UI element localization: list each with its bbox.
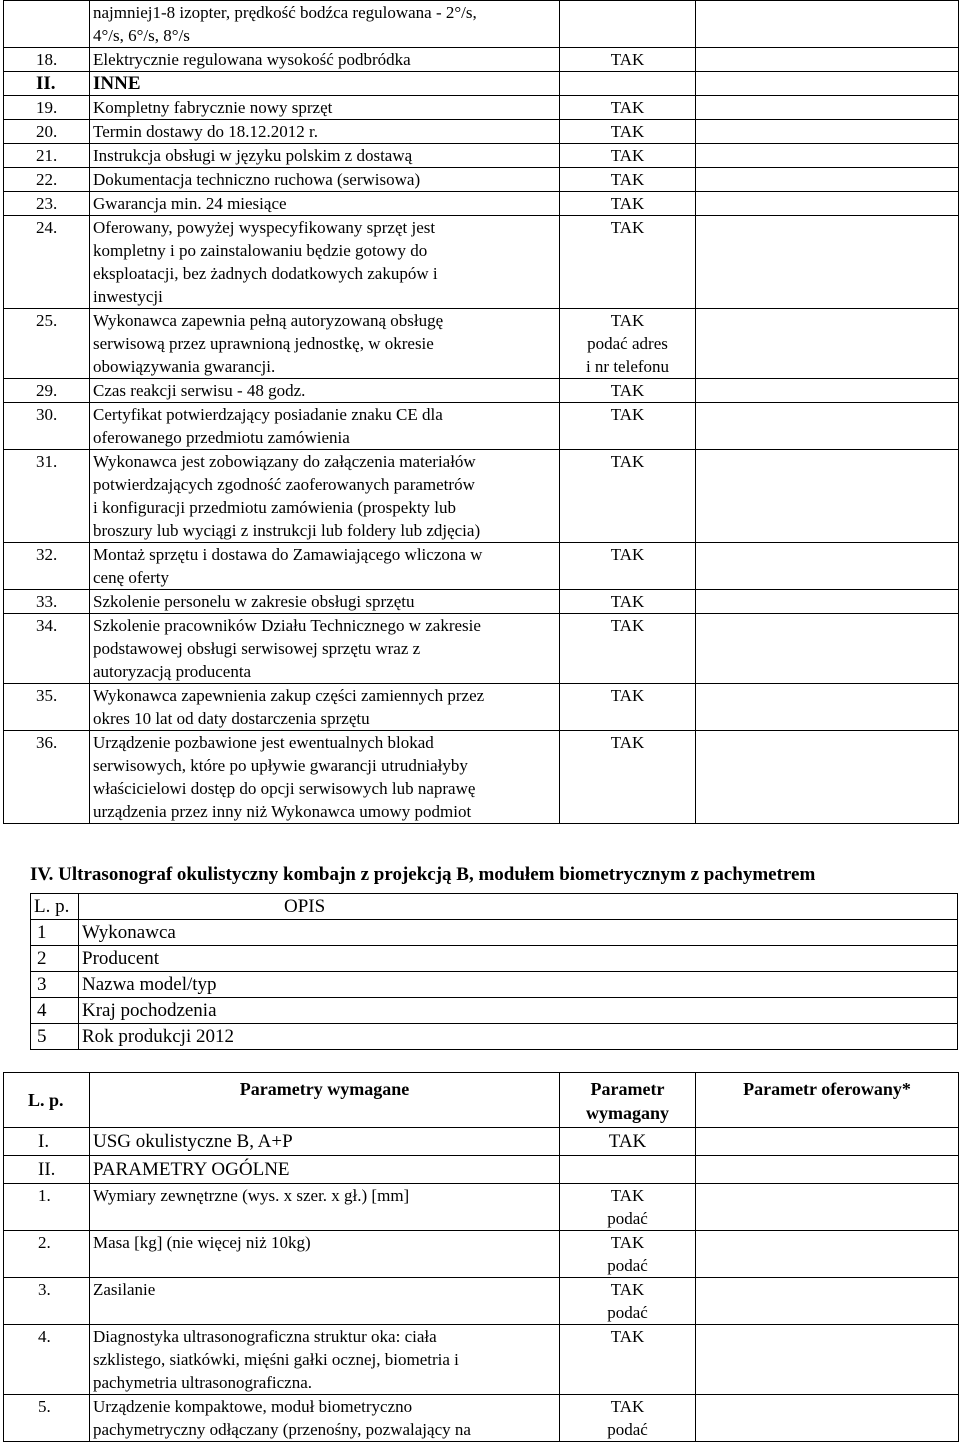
row-number: 24. <box>4 216 90 309</box>
row-number: 31. <box>4 450 90 543</box>
row-description: Urządzenie pozbawione jest ewentualnych blokad serwisowych, które po upływie gwarancji utrudniałyby właścicielowi dostęp do opcji serwisowych lub naprawę urządzenia przez inny niż Wykonawca umowy podmiot <box>90 731 560 824</box>
row-required: TAK podać <box>560 1184 696 1231</box>
row-number: II. <box>4 72 90 96</box>
table-row <box>4 309 959 379</box>
row-label: Producent <box>79 946 958 972</box>
table-row <box>4 379 959 403</box>
row-number: 20. <box>4 120 90 144</box>
table-row <box>4 1325 959 1395</box>
row-required: TAK <box>560 543 696 590</box>
row-offered <box>696 120 959 144</box>
row-description: Instrukcja obsługi w języku polskim z dostawą <box>90 144 560 168</box>
table-row <box>31 920 958 946</box>
row-description: Termin dostawy do 18.12.2012 r. <box>90 120 560 144</box>
row-number: 2 <box>31 946 79 972</box>
table-row <box>4 731 959 824</box>
row-number: 1. <box>4 1184 90 1231</box>
row-number: 5 <box>31 1024 79 1050</box>
table-row <box>4 1128 959 1156</box>
table-row <box>31 998 958 1024</box>
table-row <box>4 72 959 96</box>
table-row <box>4 1156 959 1184</box>
row-required: TAK <box>560 379 696 403</box>
row-offered <box>696 96 959 120</box>
row-offered <box>696 192 959 216</box>
row-number <box>4 1 90 48</box>
table-row <box>31 1024 958 1050</box>
row-number: 5. <box>4 1395 90 1442</box>
row-description: Czas reakcji serwisu - 48 godz. <box>90 379 560 403</box>
row-number: 29. <box>4 379 90 403</box>
required-parameters-table <box>3 1072 959 1442</box>
row-description: Gwarancja min. 24 miesiące <box>90 192 560 216</box>
row-number: 33. <box>4 590 90 614</box>
header-params: Parametry wymagane <box>90 1073 560 1128</box>
table-row <box>4 1184 959 1231</box>
row-offered <box>696 48 959 72</box>
row-description: PARAMETRY OGÓLNE <box>90 1156 560 1184</box>
table-row <box>4 590 959 614</box>
row-required: TAK <box>560 614 696 684</box>
row-offered <box>696 731 959 824</box>
table-row <box>4 216 959 309</box>
row-number: II. <box>4 1156 90 1184</box>
row-description: Oferowany, powyżej wyspecyfikowany sprzęt jest kompletny i po zainstalowaniu będzie gotowy do eksploatacji, bez żadnych dodatkowych zakupów i inwestycji <box>90 216 560 309</box>
row-description: Certyfikat potwierdzający posiadanie znaku CE dla oferowanego przedmiotu zamówienia <box>90 403 560 450</box>
row-description: Wymiary zewnętrzne (wys. x szer. x gł.) [mm] <box>90 1184 560 1231</box>
row-required: TAK podać <box>560 1395 696 1442</box>
row-required <box>560 72 696 96</box>
table-row <box>4 1395 959 1442</box>
row-required: TAK <box>560 731 696 824</box>
row-number: 2. <box>4 1231 90 1278</box>
table-row <box>4 614 959 684</box>
row-offered <box>696 1156 959 1184</box>
row-number: 25. <box>4 309 90 379</box>
row-required: TAK <box>560 48 696 72</box>
row-number: 34. <box>4 614 90 684</box>
row-required: TAK <box>560 168 696 192</box>
row-label: Rok produkcji 2012 <box>79 1024 958 1050</box>
row-offered <box>696 684 959 731</box>
row-required: TAK podać <box>560 1278 696 1325</box>
row-number: 3 <box>31 972 79 998</box>
row-offered <box>696 216 959 309</box>
row-required: TAK <box>560 1325 696 1395</box>
row-number: 32. <box>4 543 90 590</box>
row-offered <box>696 450 959 543</box>
row-number: 22. <box>4 168 90 192</box>
row-description: Szkolenie personelu w zakresie obsługi sprzętu <box>90 590 560 614</box>
row-required <box>560 1 696 48</box>
table-row <box>4 144 959 168</box>
table-row <box>31 972 958 998</box>
row-offered <box>696 379 959 403</box>
row-required: TAK podać <box>560 1231 696 1278</box>
table-row <box>4 120 959 144</box>
row-required: TAK <box>560 684 696 731</box>
table-row <box>4 48 959 72</box>
table-row <box>4 168 959 192</box>
row-description: Diagnostyka ultrasonograficzna struktur oka: ciała szklistego, siatkówki, mięśni gałki ocznej, biometria i pachymetria ultrasonograficzna. <box>90 1325 560 1395</box>
row-offered <box>696 1128 959 1156</box>
table-row <box>4 192 959 216</box>
row-description: Elektrycznie regulowana wysokość podbródka <box>90 48 560 72</box>
requirements-table-continued <box>3 0 959 824</box>
row-number: 3. <box>4 1278 90 1325</box>
row-label: Wykonawca <box>79 920 958 946</box>
row-offered <box>696 1278 959 1325</box>
row-description: Montaż sprzętu i dostawa do Zamawiającego wliczona w cenę oferty <box>90 543 560 590</box>
table-row <box>4 1231 959 1278</box>
row-description: Wykonawca zapewnienia zakup części zamiennych przez okres 10 lat od daty dostarczenia sprzętu <box>90 684 560 731</box>
row-number: 4. <box>4 1325 90 1395</box>
row-description: Szkolenie pracowników Działu Technicznego w zakresie podstawowej obsługi serwisowej sprzętu wraz z autoryzacją producenta <box>90 614 560 684</box>
params-header-row <box>4 1073 959 1128</box>
row-description: Urządzenie kompaktowe, moduł biometryczno pachymetryczny odłączany (przenośny, pozwalający na <box>90 1395 560 1442</box>
row-number: 19. <box>4 96 90 120</box>
table-row <box>4 1278 959 1325</box>
row-offered <box>696 1 959 48</box>
row-required: TAK podać adres i nr telefonu <box>560 309 696 379</box>
row-offered <box>696 590 959 614</box>
row-required: TAK <box>560 192 696 216</box>
table-row <box>4 684 959 731</box>
table-row <box>4 1 959 48</box>
row-offered <box>696 144 959 168</box>
row-required: TAK <box>560 96 696 120</box>
row-description: Wykonawca jest zobowiązany do załączenia materiałów potwierdzających zgodność zaoferowanych parametrów i konfiguracji przedmiotu zamówienia (prospekty lub broszury lub wyciągi z instrukcji lub foldery lub zdjęcia) <box>90 450 560 543</box>
row-number: 1 <box>31 920 79 946</box>
row-offered <box>696 403 959 450</box>
row-required: TAK <box>560 120 696 144</box>
row-label: Kraj pochodzenia <box>79 998 958 1024</box>
row-number: 18. <box>4 48 90 72</box>
table-row <box>31 946 958 972</box>
row-number: 30. <box>4 403 90 450</box>
table-row <box>4 543 959 590</box>
row-required: TAK <box>560 590 696 614</box>
row-offered <box>696 543 959 590</box>
table-row <box>4 450 959 543</box>
row-offered <box>696 72 959 96</box>
row-offered <box>696 1231 959 1278</box>
section-number: IV. <box>30 864 54 885</box>
row-description: INNE <box>90 72 560 96</box>
row-description: Wykonawca zapewnia pełną autoryzowaną obsługę serwisową przez uprawnioną jednostkę, w okresie obowiązywania gwarancji. <box>90 309 560 379</box>
row-number: 4 <box>31 998 79 1024</box>
row-required: TAK <box>560 403 696 450</box>
row-description: Masa [kg] (nie więcej niż 10kg) <box>90 1231 560 1278</box>
row-required: TAK <box>560 1128 696 1156</box>
header-lp: L. p. <box>4 1073 90 1128</box>
row-description: Dokumentacja techniczno ruchowa (serwisowa) <box>90 168 560 192</box>
section-title-text: Ultrasonograf okulistyczny kombajn z projekcją B, modułem biometrycznym z pachymetrem <box>58 864 816 885</box>
row-description: najmniej1-8 izopter, prędkość bodźca regulowana - 2°/s, 4°/s, 6°/s, 8°/s <box>90 1 560 48</box>
header-opis: OPIS <box>79 894 958 920</box>
header-lp: L. p. <box>31 894 79 920</box>
row-required <box>560 1156 696 1184</box>
row-number: I. <box>4 1128 90 1156</box>
header-required: Parametr wymagany <box>560 1073 696 1128</box>
row-number: 21. <box>4 144 90 168</box>
row-required: TAK <box>560 144 696 168</box>
supplier-info-table <box>30 893 958 1050</box>
header-offered: Parametr oferowany* <box>696 1073 959 1128</box>
row-offered <box>696 168 959 192</box>
table-row <box>4 96 959 120</box>
row-offered <box>696 614 959 684</box>
row-offered <box>696 1395 959 1442</box>
row-number: 35. <box>4 684 90 731</box>
row-offered <box>696 309 959 379</box>
row-label: Nazwa model/typ <box>79 972 958 998</box>
supplier-info-header <box>31 894 958 920</box>
row-description: Kompletny fabrycznie nowy sprzęt <box>90 96 560 120</box>
row-description: USG okulistyczne B, A+P <box>90 1128 560 1156</box>
row-offered <box>696 1325 959 1395</box>
row-number: 36. <box>4 731 90 824</box>
row-number: 23. <box>4 192 90 216</box>
table-row <box>4 403 959 450</box>
row-offered <box>696 1184 959 1231</box>
section-iv-title <box>30 864 815 886</box>
row-description: Zasilanie <box>90 1278 560 1325</box>
row-required: TAK <box>560 450 696 543</box>
row-required: TAK <box>560 216 696 309</box>
